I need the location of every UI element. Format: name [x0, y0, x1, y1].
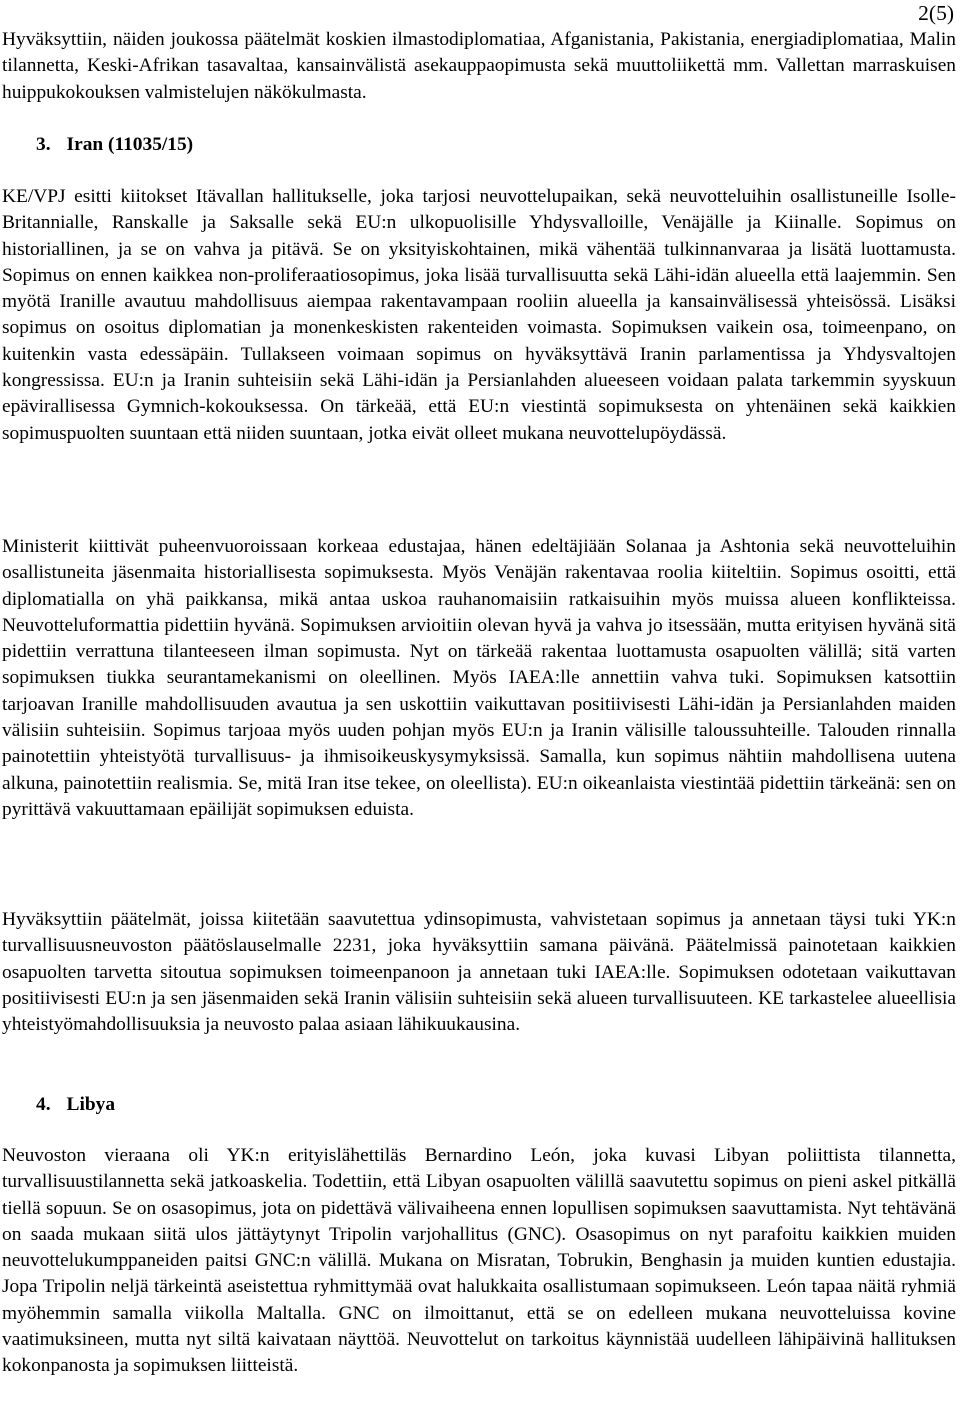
page-number: 2(5): [918, 1, 954, 25]
intro-paragraph: Hyväksyttiin, näiden joukossa päätelmät koskien ilmastodiplomatiaa, Afganistania, Pakistania, energiadiplomatiaa, Malin tilannetta, Keski-Afrikan tasavaltaa, kansainvälistä asekauppaopimusta sekä muuttoliikettä mm. Vallettan marraskuisen huippukokouksen valmistelujen näkökulmasta.: [2, 29, 956, 103]
section-3-number: 3.: [36, 134, 51, 155]
section-3-paragraph-2: Ministerit kiittivät puheenvuoroissaan korkeaa edustajaa, hänen edeltäjiään Solanaa ja Ashtonia sekä neuvotteluihin osallistuneita jäsenmaita historiallisesta sopimuksesta. Myös Venäjän rakentavaa roolia kiiteltiin. Sopimus osoitti, että diplomatialla on yhä paikkansa, mikä antaa uskoa rauhanomaisiin ratkaisuihin myös muissa alueen konflikteissa. Neuvotteluformattia pidettiin hyvänä. Sopimuksen arvioitiin olevan hyvä ja vahva jo itsessään, mutta erityisen hyvänä sitä pidettiin verrattuna tilanteeseen ilman sopimusta. Nyt on tärkeää rakentaa luottamusta osapuolten välillä; sitä varten sopimuksen tiukka seurantamekanismi on oleellinen. Myös IAEA:lle annettiin vahva tuki. Sopimuksen katsottiin tarjoavan Iranille mahdollisuuden avautua ja sen uskottiin vaikuttavan positiivisesti Lähi-idän ja Persianlahden maiden välisiin suhteisiin. Sopimus tarjoaa myös uuden pohjan myös EU:n ja Iranin välisille taloussuhteille. Talouden rinnalla painotettiin yhteistyötä turvallisuus- ja ihmisoikeuskysymyksissä. Samalla, kun sopimus nähtiin mahdollisena uutena alkuna, painotettiin realismia. Se, mitä Iran itse tekee, on oleellista). EU:n oikeanlaista viestintää pidettiin tärkeänä: sen on pyrittävä vakuuttamaan epäilijät sopimuksen eduista.: [2, 536, 956, 820]
section-3-heading: [36, 132, 193, 158]
section-3-paragraph-1: KE/VPJ esitti kiitokset Itävallan hallitukselle, joka tarjosi neuvottelupaikan, sekä neuvotteluihin osallistuneille Isolle-Britannialle, Ranskalle ja Saksalle sekä EU:n ulkopuolisille Yhdysvalloille, Venäjälle ja Kiinalle. Sopimus on historiallinen, ja se on vahva ja pitävä. Se on yksityiskohtainen, mikä vähentää tulkinnanvaraa ja lisätä luottamusta. Sopimus on ennen kaikkea non-proliferaatiosopimus, joka lisää turvallisuutta sekä Lähi-idän alueella että laajemmin. Sen myötä Iranille avautuu mahdollisuus aiempaa rakentavampaan rooliin alueella ja kansainvälisessä yhteisössä. Lisäksi sopimus on osoitus diplomatian ja monenkeskisten rakenteiden voimasta. Sopimuksen vaikein osa, toimeenpano, on kuitenkin vasta edessäpäin. Tullakseen voimaan sopimus on hyväksyttävä Iranin parlamentissa ja Yhdysvaltojen kongressissa. EU:n ja Iranin suhteisiin sekä Lähi-idän ja Persianlahden alueeseen voidaan palata tarkemmin syyskuun epävirallisessa Gymnich-kokouksessa. On tärkeää, että EU:n viestintä sopimuksesta on yhtenäinen sekä kaikkien sopimuspuolten suuntaan että niiden suuntaan, jotka eivät olleet mukana neuvottelupöydässä.: [2, 186, 956, 444]
section-4-heading: [36, 1092, 115, 1118]
section-4-paragraph-1: Neuvoston vieraana oli YK:n erityislähettiläs Bernardino León, joka kuvasi Libyan poliittista tilannetta, turvallisuustilannetta sekä jatkoaskelia. Todettiin, että Libyan osapuolten välillä saavutettu sopimus on pieni askel pitkällä tiellä sopuun. Se on osasopimus, jota on pidettävä välivaiheena ennen lopullisen sopimuksen saavuttamista. Nyt tehtävänä on saada mukaan siitä ulos jättäytynyt Tripolin varjohallitus (GNC). Osasopimus on nyt parafoitu kaikkien muiden neuvottelukumppaneiden paitsi GNC:n välillä. Mukana on Misratan, Tobrukin, Benghasin ja muiden kuntien edustajia. Jopa Tripolin neljä tärkeintä aseistettua ryhmittymää ovat halukkaita osallistumaan sopimukseen. León tapaa näitä ryhmiä myöhemmin samalla viikolla Maltalla. GNC on ilmoittanut, että se on edelleen mukana neuvotteluissa kovine vaatimuksineen, mutta nyt siltä kaivataan näyttöä. Neuvottelut on tarkoitus käynnistää uudelleen lähipäivinä hallituksen kokonpanosta ja sopimuksen liitteistä.: [2, 1145, 956, 1377]
section-4-title: Libya: [66, 1094, 116, 1115]
section-3-paragraph-3: Hyväksyttiin päätelmät, joissa kiitetään saavutettua ydinsopimusta, vahvistetaan sopimus ja annetaan täysi tuki YK:n turvallisuusneuvoston päätöslauselmalle 2231, joka hyväksyttiin samana päivänä. Päätelmissä painotetaan kaikkien osapuolten tarvetta sitoutua sopimuksen toimeenpanoon ja annetaan tuki IAEA:lle. Sopimuksen odotetaan vaikuttavan positiivisesti EU:n ja sen jäsenmaiden sekä Iranin välisiin suhteisiin sekä alueen turvallisuuteen. KE tarkastelee alueellisia yhteistyömahdollisuuksia ja neuvosto palaa asiaan lähikuukausina.: [2, 909, 956, 1036]
section-3-title: Iran (11035/15): [66, 134, 194, 155]
section-4-number: 4.: [36, 1094, 51, 1115]
